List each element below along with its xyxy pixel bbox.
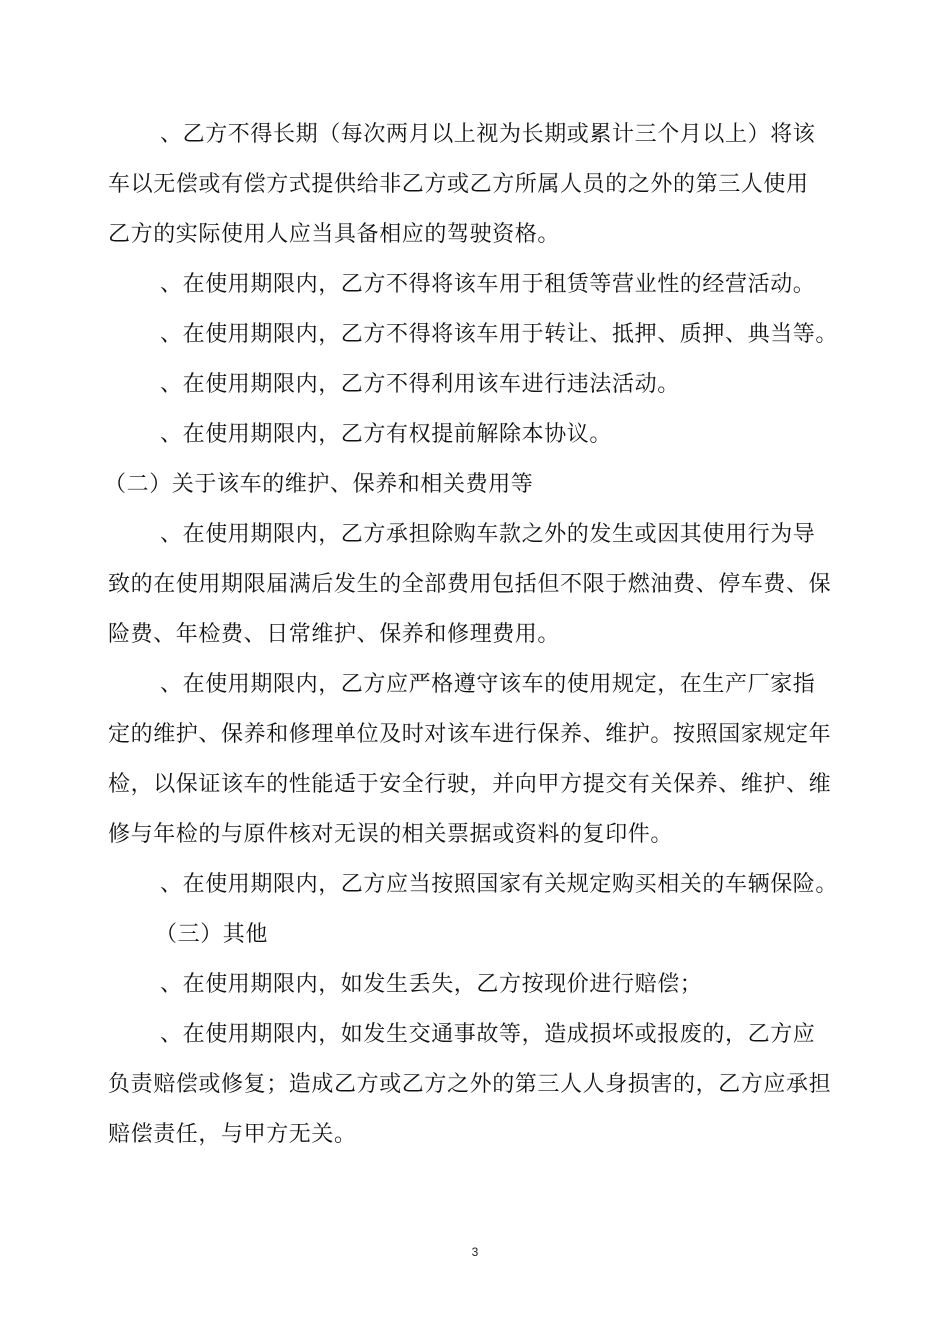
- text-line: 致的在使用期限届满后发生的全部费用包括但不限于燃油费、停车费、保: [108, 572, 832, 597]
- text-line: 定的维护、保养和修理单位及时对该车进行保养、维护。按照国家规定年: [108, 722, 832, 747]
- page-number: 3: [471, 1245, 479, 1259]
- text-line: 、在使用期限内，乙方不得将该车用于租赁等营业性的经营活动。: [160, 272, 816, 297]
- text-line: 、在使用期限内，乙方应当按照国家有关规定购买相关的车辆保险。: [160, 872, 839, 897]
- text-line: 、乙方不得长期（每次两月以上视为长期或累计三个月以上）将该: [160, 122, 816, 147]
- text-line: 、在使用期限内，乙方承担除购车款之外的发生或因其使用行为导: [160, 522, 816, 547]
- text-line: 、在使用期限内，如发生丢失，乙方按现价进行赔偿；: [160, 972, 703, 997]
- text-line: 赔偿责任，与甲方无关。: [108, 1122, 357, 1147]
- section-heading: （二）关于该车的维护、保养和相关费用等: [104, 472, 534, 497]
- section-heading: （三）其他: [155, 922, 269, 947]
- text-line: 、在使用期限内，乙方不得将该车用于转让、抵押、质押、典当等。: [160, 322, 839, 347]
- text-line: 、在使用期限内，乙方有权提前解除本协议。: [160, 422, 613, 447]
- text-line: 、在使用期限内，乙方不得利用该车进行违法活动。: [160, 372, 680, 397]
- text-line: 、在使用期限内，如发生交通事故等，造成损坏或报废的，乙方应: [160, 1022, 816, 1047]
- text-line: 负责赔偿或修复；造成乙方或乙方之外的第三人人身损害的，乙方应承担: [108, 1072, 832, 1097]
- text-line: 检，以保证该车的性能适于安全行驶，并向甲方提交有关保养、维护、维: [108, 772, 832, 797]
- text-line: 、在使用期限内，乙方应严格遵守该车的使用规定，在生产厂家指: [160, 672, 816, 697]
- text-line: 修与年检的与原件核对无误的相关票据或资料的复印件。: [108, 822, 674, 847]
- text-line: 乙方的实际使用人应当具备相应的驾驶资格。: [108, 222, 561, 247]
- text-line: 险费、年检费、日常维护、保养和修理费用。: [108, 622, 561, 647]
- text-line: 车以无偿或有偿方式提供给非乙方或乙方所属人员的之外的第三人使用: [108, 172, 809, 197]
